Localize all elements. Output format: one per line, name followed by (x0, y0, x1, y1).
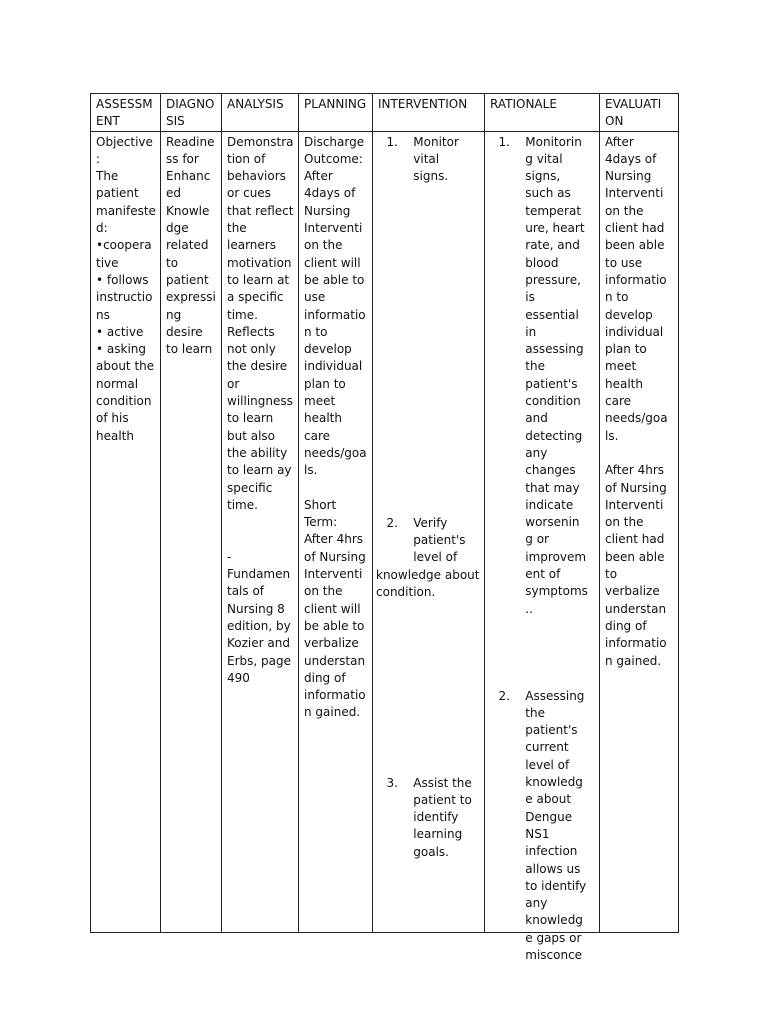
header-rationale: RATIONALE (485, 94, 600, 132)
intervention-item (376, 134, 459, 186)
intervention-item (376, 775, 472, 861)
rationale-text: Monitorin g vital signs, such as temperat ure, heart rate, and blood pressure, is essential in assessing the patient's condition and detecting any changes that may indicate worsenin g or improvem ent of symptoms .. (525, 134, 588, 616)
header-intervention: INTERVENTION (373, 94, 485, 132)
assessment-cell: Objective : The patient manifeste d: •coopera tive • follows instructio ns • active • asking about the normal condition of his health (91, 131, 161, 932)
intervention-text-tail: knowledge about condition. (376, 567, 480, 599)
nursing-care-plan-table (90, 93, 679, 963)
header-evaluation: EVALUATI ON (600, 94, 679, 132)
intervention-text: Monitor vital signs. (413, 134, 459, 184)
intervention-number: 3. (386, 775, 398, 790)
header-analysis: ANALYSIS (222, 94, 299, 132)
rationale-item (488, 134, 588, 618)
header-assessment: ASSESSM ENT (91, 94, 161, 132)
diagnosis-cell: Readine ss for Enhanc ed Knowle dge related to patient expressi ng desire to learn (161, 131, 222, 932)
evaluation-cell: After 4days of Nursing Interventi on the client had been able to use informatio n to develop individual plan to meet health care needs/goa ls. After 4hrs of Nursing Interventi on the client had been able to verbalize understan ding of informatio n gained. (600, 131, 679, 932)
header-planning: PLANNING (299, 94, 373, 132)
header-diagnosis: DIAGNO SIS (161, 94, 222, 132)
rationale-text: Assessing the patient's current level of knowledg e about Dengue NS1 infection allows us to identify any knowledg e gaps or misconce (525, 688, 587, 963)
analysis-cell: Demonstra tion of behaviors or cues that reflect the learners motivation to learn at a specific time. Reflects not only the desire or willingness to learn but also the ability to learn ay specific time. - Fundamen tals of Nursing 8 edition, by Kozier and Erbs, page 490 (222, 131, 299, 932)
intervention-cell (373, 131, 485, 932)
header-row (91, 94, 679, 132)
intervention-item (376, 515, 466, 567)
intervention-number: 2. (386, 515, 398, 530)
rationale-cell (485, 131, 600, 963)
planning-cell: Discharge Outcome: After 4days of Nursing Interventi on the client will be able to use informatio n to develop individual plan to meet health care needs/goa ls. Short Term: After 4hrs of Nursing Interventi on the client will be able to verbalize understan ding of informatio n gained. (299, 131, 373, 932)
rationale-number: 1. (498, 134, 510, 149)
rationale-item (488, 688, 586, 965)
care-plan-sheet (90, 93, 678, 963)
intervention-number: 1. (386, 134, 398, 149)
intervention-text: Assist the patient to identify learning goals. (413, 775, 472, 859)
intervention-text: Verify patient's level of (413, 515, 466, 565)
content-row (91, 131, 679, 932)
rationale-number: 2. (498, 688, 510, 703)
